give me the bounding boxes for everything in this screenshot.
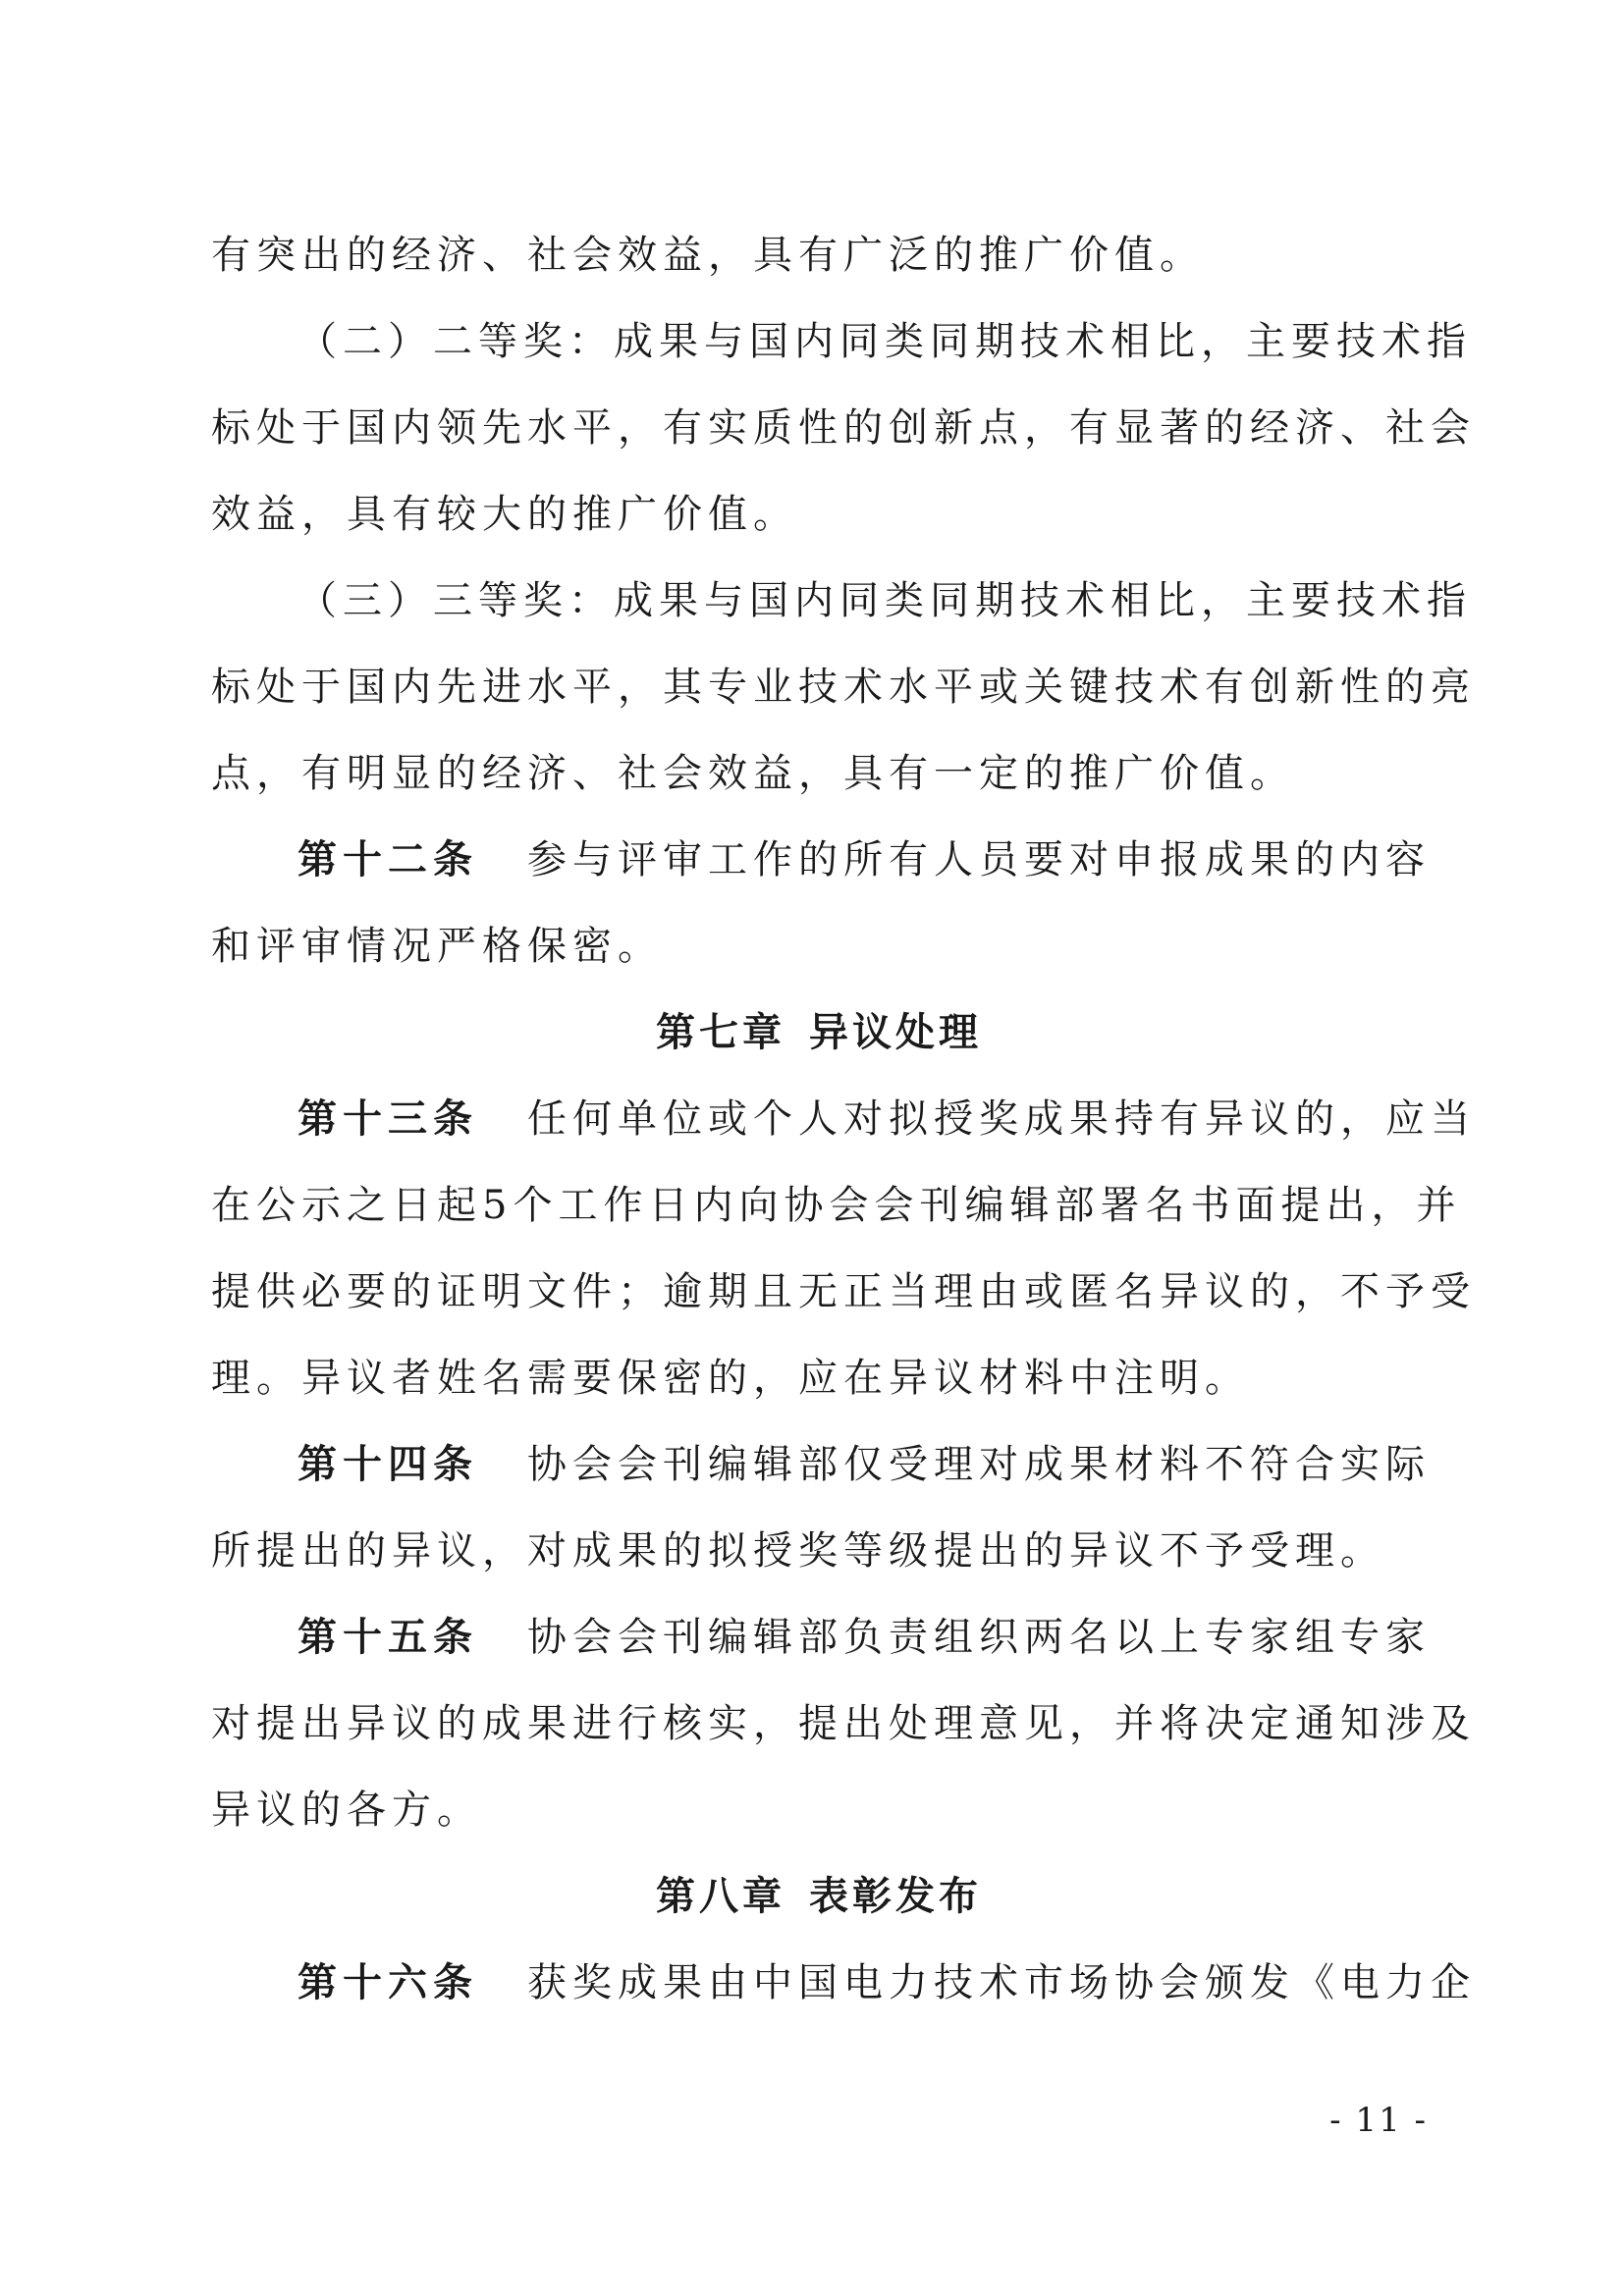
article-13-line (211, 1090, 1476, 1148)
article-16-line (211, 1953, 1476, 2012)
chapter-number: 第七章 (656, 1010, 785, 1055)
paragraph-line: 标处于国内先进水平，其专业技术水平或关键技术有创新性的亮 (211, 665, 1476, 710)
paragraph-line: 点，有明显的经济、社会效益，具有一定的推广价值。 (211, 751, 1295, 796)
article-text: 任何单位或个人对拟授奖成果持有异议的，应当 (527, 1096, 1476, 1142)
article-title: 第十六条 (298, 1960, 478, 2005)
article-title: 第十四条 (298, 1442, 478, 1487)
paragraph-line: 所提出的异议，对成果的拟授奖等级提出的异议不予受理。 (211, 1528, 1385, 1574)
article-title: 第十三条 (298, 1096, 478, 1142)
paragraph-line: 提供必要的证明文件；逾期且无正当理由或匿名异议的，不予受 (211, 1269, 1476, 1314)
paragraph-line: 在公示之日起5个工作日内向协会会刊编辑部署名书面提出，并 (211, 1183, 1462, 1228)
paragraph-line: （二）二等奖：成果与国内同类同期技术相比，主要技术指 (298, 319, 1472, 364)
paragraph-line: （三）三等奖：成果与国内同类同期技术相比，主要技术指 (298, 578, 1472, 623)
chapter-title: 异议处理 (809, 1010, 982, 1055)
paragraph-line: 有突出的经济、社会效益，具有广泛的推广价值。 (211, 233, 1205, 278)
chapter-title: 表彰发布 (809, 1874, 982, 1919)
paragraph-line: 和评审情况严格保密。 (211, 924, 663, 969)
chapter-heading (211, 1003, 1427, 1062)
chapter-number: 第八章 (656, 1874, 785, 1919)
paragraph-line: 效益，具有较大的推广价值。 (211, 492, 798, 537)
article-15-line (211, 1608, 1431, 1667)
article-12-line (211, 830, 1431, 889)
paragraph-line: 异议的各方。 (211, 1788, 482, 1833)
paragraph-line: 理。异议者姓名需要保密的，应在异议材料中注明。 (211, 1356, 1250, 1401)
article-title: 第十五条 (298, 1615, 478, 1660)
article-14-line (211, 1435, 1431, 1494)
page-number: - 11 - (1329, 2101, 1428, 2140)
article-text: 获奖成果由中国电力技术市场协会颁发《电力企 (527, 1960, 1476, 2005)
chapter-heading (211, 1867, 1427, 1926)
article-text: 协会会刊编辑部负责组织两名以上专家组专家 (527, 1615, 1431, 1660)
article-text: 协会会刊编辑部仅受理对成果材料不符合实际 (527, 1442, 1431, 1487)
article-text: 参与评审工作的所有人员要对申报成果的内容 (527, 837, 1431, 882)
article-title: 第十二条 (298, 837, 478, 882)
paragraph-line: 对提出异议的成果进行核实，提出处理意见，并将决定通知涉及 (211, 1701, 1476, 1746)
paragraph-line: 标处于国内领先水平，有实质性的创新点，有显著的经济、社会 (211, 405, 1476, 451)
